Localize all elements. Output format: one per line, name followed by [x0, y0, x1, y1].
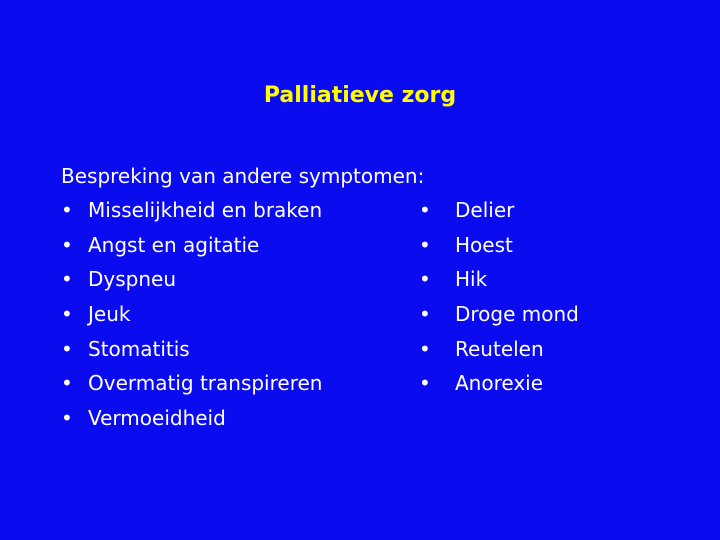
list-item-label: Vermoeidheid	[88, 406, 226, 431]
slide-title: Palliatieve zorg	[263, 83, 457, 108]
list-item-label: Overmatig transpireren	[88, 371, 323, 396]
list-item	[419, 265, 579, 300]
list-item	[61, 369, 322, 404]
list-item-label: Droge mond	[455, 302, 579, 327]
list-item	[61, 335, 322, 370]
list-item	[419, 369, 579, 404]
list-item	[419, 335, 579, 370]
symptom-list-right	[419, 196, 579, 404]
bullet-icon: •	[419, 267, 431, 292]
list-item-label: Stomatitis	[88, 336, 190, 361]
list-item	[419, 196, 579, 231]
list-item-label: Angst en agitatie	[88, 232, 260, 257]
list-item	[419, 231, 579, 266]
bullet-icon: •	[61, 371, 73, 396]
list-item-label: Anorexie	[455, 371, 544, 396]
list-item	[61, 196, 322, 231]
bullet-icon: •	[61, 406, 73, 431]
list-item-label: Delier	[455, 198, 515, 222]
bullet-icon: •	[419, 371, 431, 396]
bullet-icon: •	[419, 198, 431, 222]
list-item-label: Jeuk	[88, 302, 131, 327]
bullet-icon: •	[61, 198, 73, 222]
list-item	[61, 265, 322, 300]
bullet-icon: •	[419, 336, 431, 361]
bullet-icon: •	[61, 232, 73, 257]
bullet-icon: •	[61, 267, 73, 292]
bullet-icon: •	[419, 232, 431, 257]
bullet-icon: •	[419, 302, 431, 327]
list-item	[61, 300, 322, 335]
list-item	[419, 300, 579, 335]
list-item-label: Misselijkheid en braken	[88, 198, 323, 222]
list-item-label: Hoest	[455, 232, 513, 257]
list-item	[61, 231, 322, 266]
list-item	[61, 404, 322, 439]
intro-text: Bespreking van andere symptomen:	[61, 164, 425, 188]
list-item-label: Dyspneu	[88, 267, 177, 292]
list-item-label: Reutelen	[455, 336, 544, 361]
symptom-list-left	[61, 196, 322, 439]
bullet-icon: •	[61, 302, 73, 327]
bullet-icon: •	[61, 336, 73, 361]
list-item-label: Hik	[455, 267, 488, 292]
